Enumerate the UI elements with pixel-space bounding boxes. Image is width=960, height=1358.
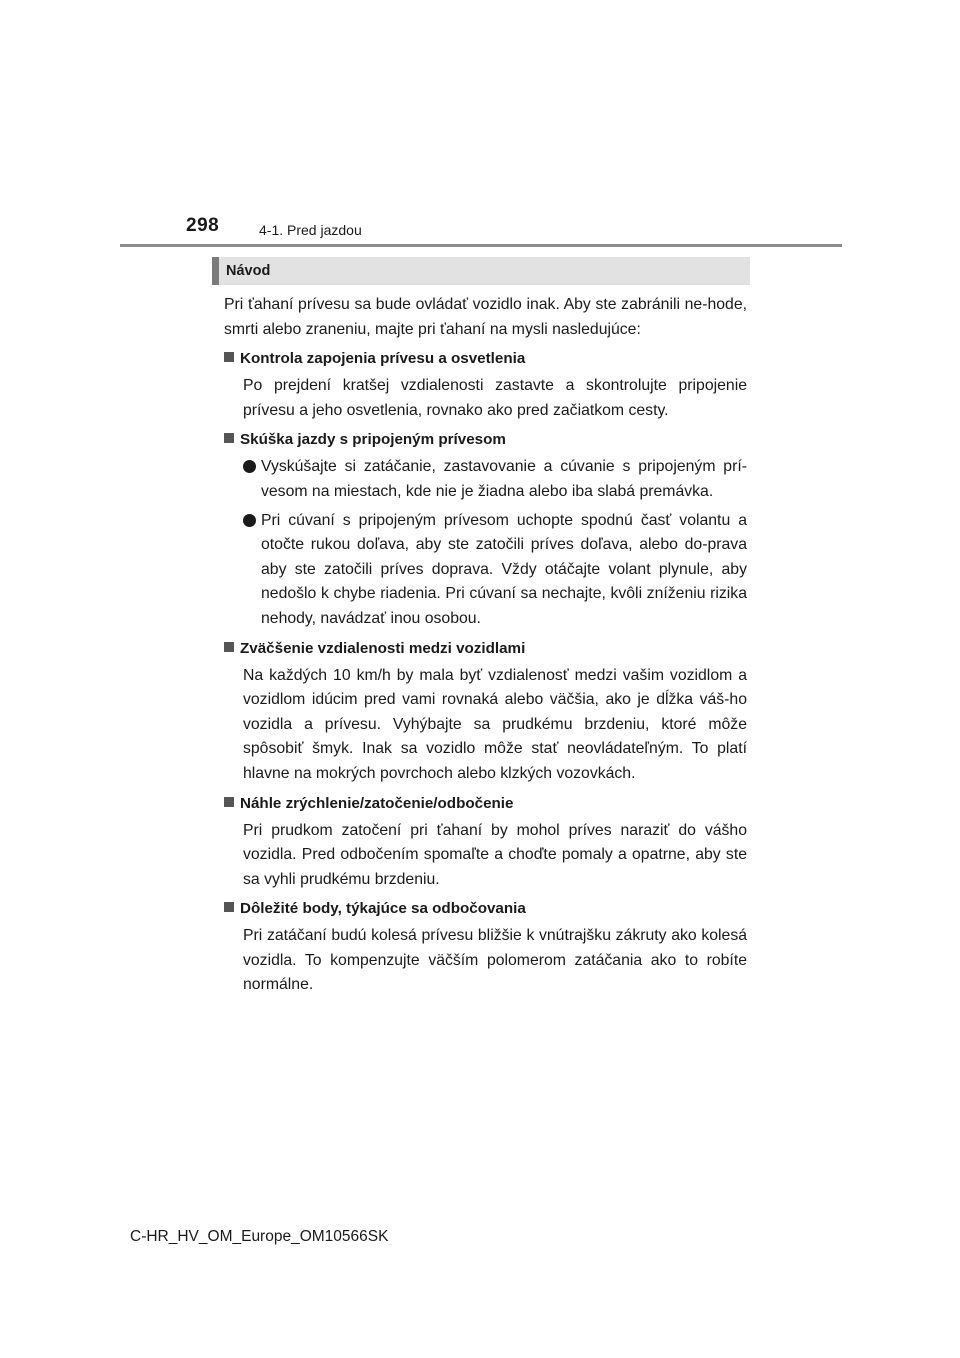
heading-text: Skúška jazdy s pripojeným prívesom xyxy=(240,431,506,449)
page-number: 298 xyxy=(186,215,220,236)
content xyxy=(224,293,747,1004)
square-bullet-icon xyxy=(224,797,234,807)
heading-turning-points xyxy=(224,898,747,920)
circle-bullet-icon xyxy=(243,460,256,473)
box-header: Návod xyxy=(212,257,750,285)
section-title: 4-1. Pred jazdou xyxy=(259,222,362,238)
square-bullet-icon xyxy=(224,642,234,652)
intro-paragraph: Pri ťahaní prívesu sa bude ovládať vozidlo inak. Aby ste zabránili ne-hode, smrti alebo zraneniu, majte pri ťahaní na mysli nasledujúce: xyxy=(224,296,747,338)
section-text: Na každých 10 km/h by mala byť vzdialenosť medzi vašim vozidlom a vozidlom idúcim pred vami rovnaká alebo väčšia, ako je dĺžka váš-ho vozidla a prívesu. Vyhýbajte sa prudkému brzdeniu, ktoré môže spôsobiť šmyk. Inak sa vozidlo môže stať neovládateľným. To platí hlavne na mokrých povrchoch alebo klzkých vozovkách. xyxy=(243,666,747,782)
heading-text: Zväčšenie vzdialenosti medzi vozidlami xyxy=(240,639,526,657)
heading-test-drive xyxy=(224,429,747,451)
section-text: Pri zatáčaní budú kolesá prívesu bližšie k vnútrajšku zákruty ako kolesá vozidla. To kompenzujte väčším polomerom zatáčania ako to robíte normálne. xyxy=(243,927,747,994)
bullet-item xyxy=(243,509,747,632)
footer-doc-code: C-HR_HV_OM_Europe_OM10566SK xyxy=(130,1228,389,1245)
square-bullet-icon xyxy=(224,433,234,443)
bullet-text: Pri cúvaní s pripojeným prívesom uchopte spodnú časť volantu a otočte rukou doľava, aby ste zatočili príves doľava, alebo do-prava aby ste zatočili príves doprava. Vždy otáčajte volant plynule, aby nedošlo k chybe riadenia. Pri cúvaní sa nechajte, kvôli zníženiu rizika nehody, navádzať inou osobou. xyxy=(261,511,747,627)
heading-sudden-maneuvers xyxy=(224,793,747,815)
heading-text: Dôležité body, týkajúce sa odbočovania xyxy=(240,900,526,918)
header-rule xyxy=(120,244,842,247)
section-text: Po prejdení kratšej vzdialenosti zastavte a skontrolujte pripojenie prívesu a jeho osvetlenia, rovnako ako pred začiatkom cesty. xyxy=(243,377,747,419)
square-bullet-icon xyxy=(224,352,234,362)
square-bullet-icon xyxy=(224,902,234,912)
heading-trailer-check xyxy=(224,348,747,370)
heading-text: Náhle zrýchlenie/zatočenie/odbočenie xyxy=(240,794,514,812)
bullet-item xyxy=(243,455,747,504)
heading-distance xyxy=(224,638,747,660)
heading-text: Kontrola zapojenia prívesu a osvetlenia xyxy=(240,350,526,368)
section-text: Pri prudkom zatočení pri ťahaní by mohol príves naraziť do vášho vozidla. Pred odbočením spomaľte a choďte pomaly a opatrne, aby ste sa vyhli prudkému brzdeniu. xyxy=(243,821,747,888)
bullet-text: Vyskúšajte si zatáčanie, zastavovanie a cúvanie s pripojeným prí-vesom na miestach, kde nie je žiadna alebo iba slabá premávka. xyxy=(261,458,747,500)
circle-bullet-icon xyxy=(243,514,256,527)
